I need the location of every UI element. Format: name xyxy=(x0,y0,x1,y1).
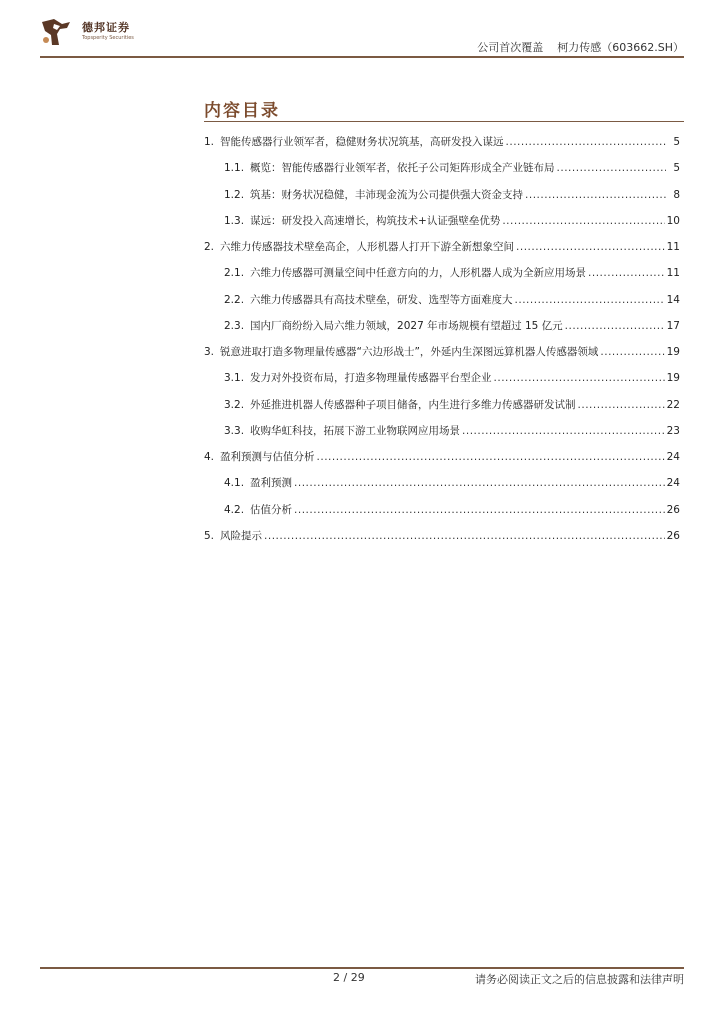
toc-entry[interactable] xyxy=(204,502,680,528)
toc-entry-number: 2.1. xyxy=(224,267,245,280)
brand-logo-icon xyxy=(40,16,72,48)
toc-entry-number: 2. xyxy=(204,241,215,253)
toc-entry[interactable] xyxy=(204,475,680,501)
toc-entry[interactable] xyxy=(204,528,680,554)
toc-title-divider xyxy=(204,121,684,122)
report-type: 公司首次覆盖 xyxy=(477,41,544,54)
toc-dot-leader xyxy=(565,320,665,332)
toc-entry[interactable] xyxy=(204,318,680,344)
toc-entry-page: 5 xyxy=(673,162,680,175)
toc-entry-number: 4.2. xyxy=(224,503,245,516)
toc-entry-page: 24 xyxy=(666,451,680,463)
toc-entry[interactable] xyxy=(204,265,680,291)
toc-entry-title: 收购华虹科技，拓展下游工业物联网应用场景 xyxy=(250,424,461,437)
brand-name-en: Topsperity Securities xyxy=(82,35,134,41)
toc-dot-leader xyxy=(294,504,665,516)
toc-dot-leader xyxy=(516,241,665,253)
toc-entry-page: 24 xyxy=(666,477,680,490)
toc-dot-leader xyxy=(506,136,666,148)
toc-dot-leader xyxy=(294,477,665,489)
toc-dot-leader xyxy=(578,399,665,411)
toc-dot-leader xyxy=(557,162,666,174)
toc-entry-number: 3.2. xyxy=(224,398,245,411)
toc-entry-number: 3.3. xyxy=(224,424,245,437)
toc-entry-page: 11 xyxy=(666,267,680,280)
toc-entry-number: 2.3. xyxy=(224,319,245,332)
toc-dot-leader xyxy=(502,215,664,227)
toc-entry-title: 国内厂商纷纷入局六维力领域，2027 年市场规模有望超过 15 亿元 xyxy=(250,319,563,332)
toc-entry-page: 10 xyxy=(666,214,680,227)
toc-entry[interactable] xyxy=(204,423,680,449)
toc-entry-page: 19 xyxy=(666,372,680,385)
page-header xyxy=(0,0,724,60)
toc-dot-leader xyxy=(494,372,665,384)
toc-entry[interactable] xyxy=(204,370,680,396)
toc-entry-title: 外延推进机器人传感器种子项目储备，内生进行多维力传感器研发试制 xyxy=(250,398,576,411)
toc-dot-leader xyxy=(525,189,666,201)
toc-entry-title: 六维力传感器具有高技术壁垒，研发、选型等方面难度大 xyxy=(250,293,513,306)
toc-entry-page: 19 xyxy=(666,346,680,358)
toc-entry-number: 1. xyxy=(204,136,215,148)
toc-entry[interactable] xyxy=(204,292,680,318)
toc-dot-leader xyxy=(462,425,665,437)
header-report-info xyxy=(477,39,684,55)
toc-dot-leader xyxy=(588,267,665,279)
toc-entry-page: 8 xyxy=(673,188,680,201)
toc-entry[interactable] xyxy=(204,134,680,160)
toc-entry-number: 4. xyxy=(204,451,215,463)
toc-entry-page: 14 xyxy=(666,293,680,306)
toc-entry-title: 盈利预测 xyxy=(250,477,293,490)
toc-entry-page: 11 xyxy=(666,241,680,253)
company-name: 柯力传感（603662.SH） xyxy=(557,41,684,54)
toc-entry-page: 5 xyxy=(673,136,680,148)
toc-entry-page: 23 xyxy=(666,424,680,437)
toc-entry-title: 锐意进取打造多物理量传感器“六边形战士”，外延内生深图远算机器人传感器领域 xyxy=(220,346,599,358)
footer-divider xyxy=(40,967,684,969)
toc-entry[interactable] xyxy=(204,160,680,186)
toc-dot-leader xyxy=(600,346,664,358)
toc-entry[interactable] xyxy=(204,397,680,423)
toc-entry-title: 盈利预测与估值分析 xyxy=(220,451,315,463)
toc-entry[interactable] xyxy=(204,449,680,475)
toc-entry-title: 筑基：财务状况稳健，丰沛现金流为公司提供强大资金支持 xyxy=(250,188,524,201)
toc-entry-title: 估值分析 xyxy=(250,503,293,516)
toc-entry-title: 智能传感器行业领军者，稳健财务状况筑基，高研发投入谋远 xyxy=(220,136,504,148)
toc-entry-page: 22 xyxy=(666,398,680,411)
toc-entry-title: 六维力传感器技术壁垒高企，人形机器人打开下游全新想象空间 xyxy=(220,241,515,253)
toc-entry-number: 3. xyxy=(204,346,215,358)
toc-entry-title: 发力对外投资布局，打造多物理量传感器平台型企业 xyxy=(250,372,492,385)
toc-entry-number: 1.2. xyxy=(224,188,245,201)
toc-entry-page: 17 xyxy=(666,319,680,332)
table-of-contents xyxy=(204,134,680,554)
toc-entry-title: 谋远：研发投入高速增长，构筑技术+认证强壁垒优势 xyxy=(250,214,501,227)
toc-title: 内容目录 xyxy=(204,101,280,121)
toc-entry-number: 3.1. xyxy=(224,372,245,385)
toc-entry-title: 风险提示 xyxy=(220,529,263,542)
toc-entry[interactable] xyxy=(204,213,680,239)
toc-dot-leader xyxy=(264,530,665,542)
toc-entry-page: 26 xyxy=(666,503,680,516)
toc-entry-number: 4.1. xyxy=(224,477,245,490)
toc-entry-number: 2.2. xyxy=(224,293,245,306)
toc-entry[interactable] xyxy=(204,239,680,265)
header-divider xyxy=(40,56,684,58)
toc-dot-leader xyxy=(515,294,665,306)
brand-logo xyxy=(40,16,140,48)
brand-name-cn: 德邦证券 xyxy=(82,21,130,34)
toc-entry[interactable] xyxy=(204,344,680,370)
toc-entry-number: 5. xyxy=(204,529,215,542)
toc-entry-page: 26 xyxy=(666,529,680,542)
toc-entry-title: 六维力传感器可测量空间中任意方向的力，人形机器人成为全新应用场景 xyxy=(250,267,587,280)
toc-entry[interactable] xyxy=(204,187,680,213)
toc-entry-title: 概览：智能传感器行业领军者，依托子公司矩阵形成全产业链布局 xyxy=(250,162,555,175)
toc-entry-number: 1.3. xyxy=(224,214,245,227)
toc-dot-leader xyxy=(317,451,665,463)
toc-entry-number: 1.1. xyxy=(224,162,245,175)
page-indicator: 2 / 29 xyxy=(333,971,365,984)
footer-disclaimer: 请务必阅读正文之后的信息披露和法律声明 xyxy=(475,973,684,986)
